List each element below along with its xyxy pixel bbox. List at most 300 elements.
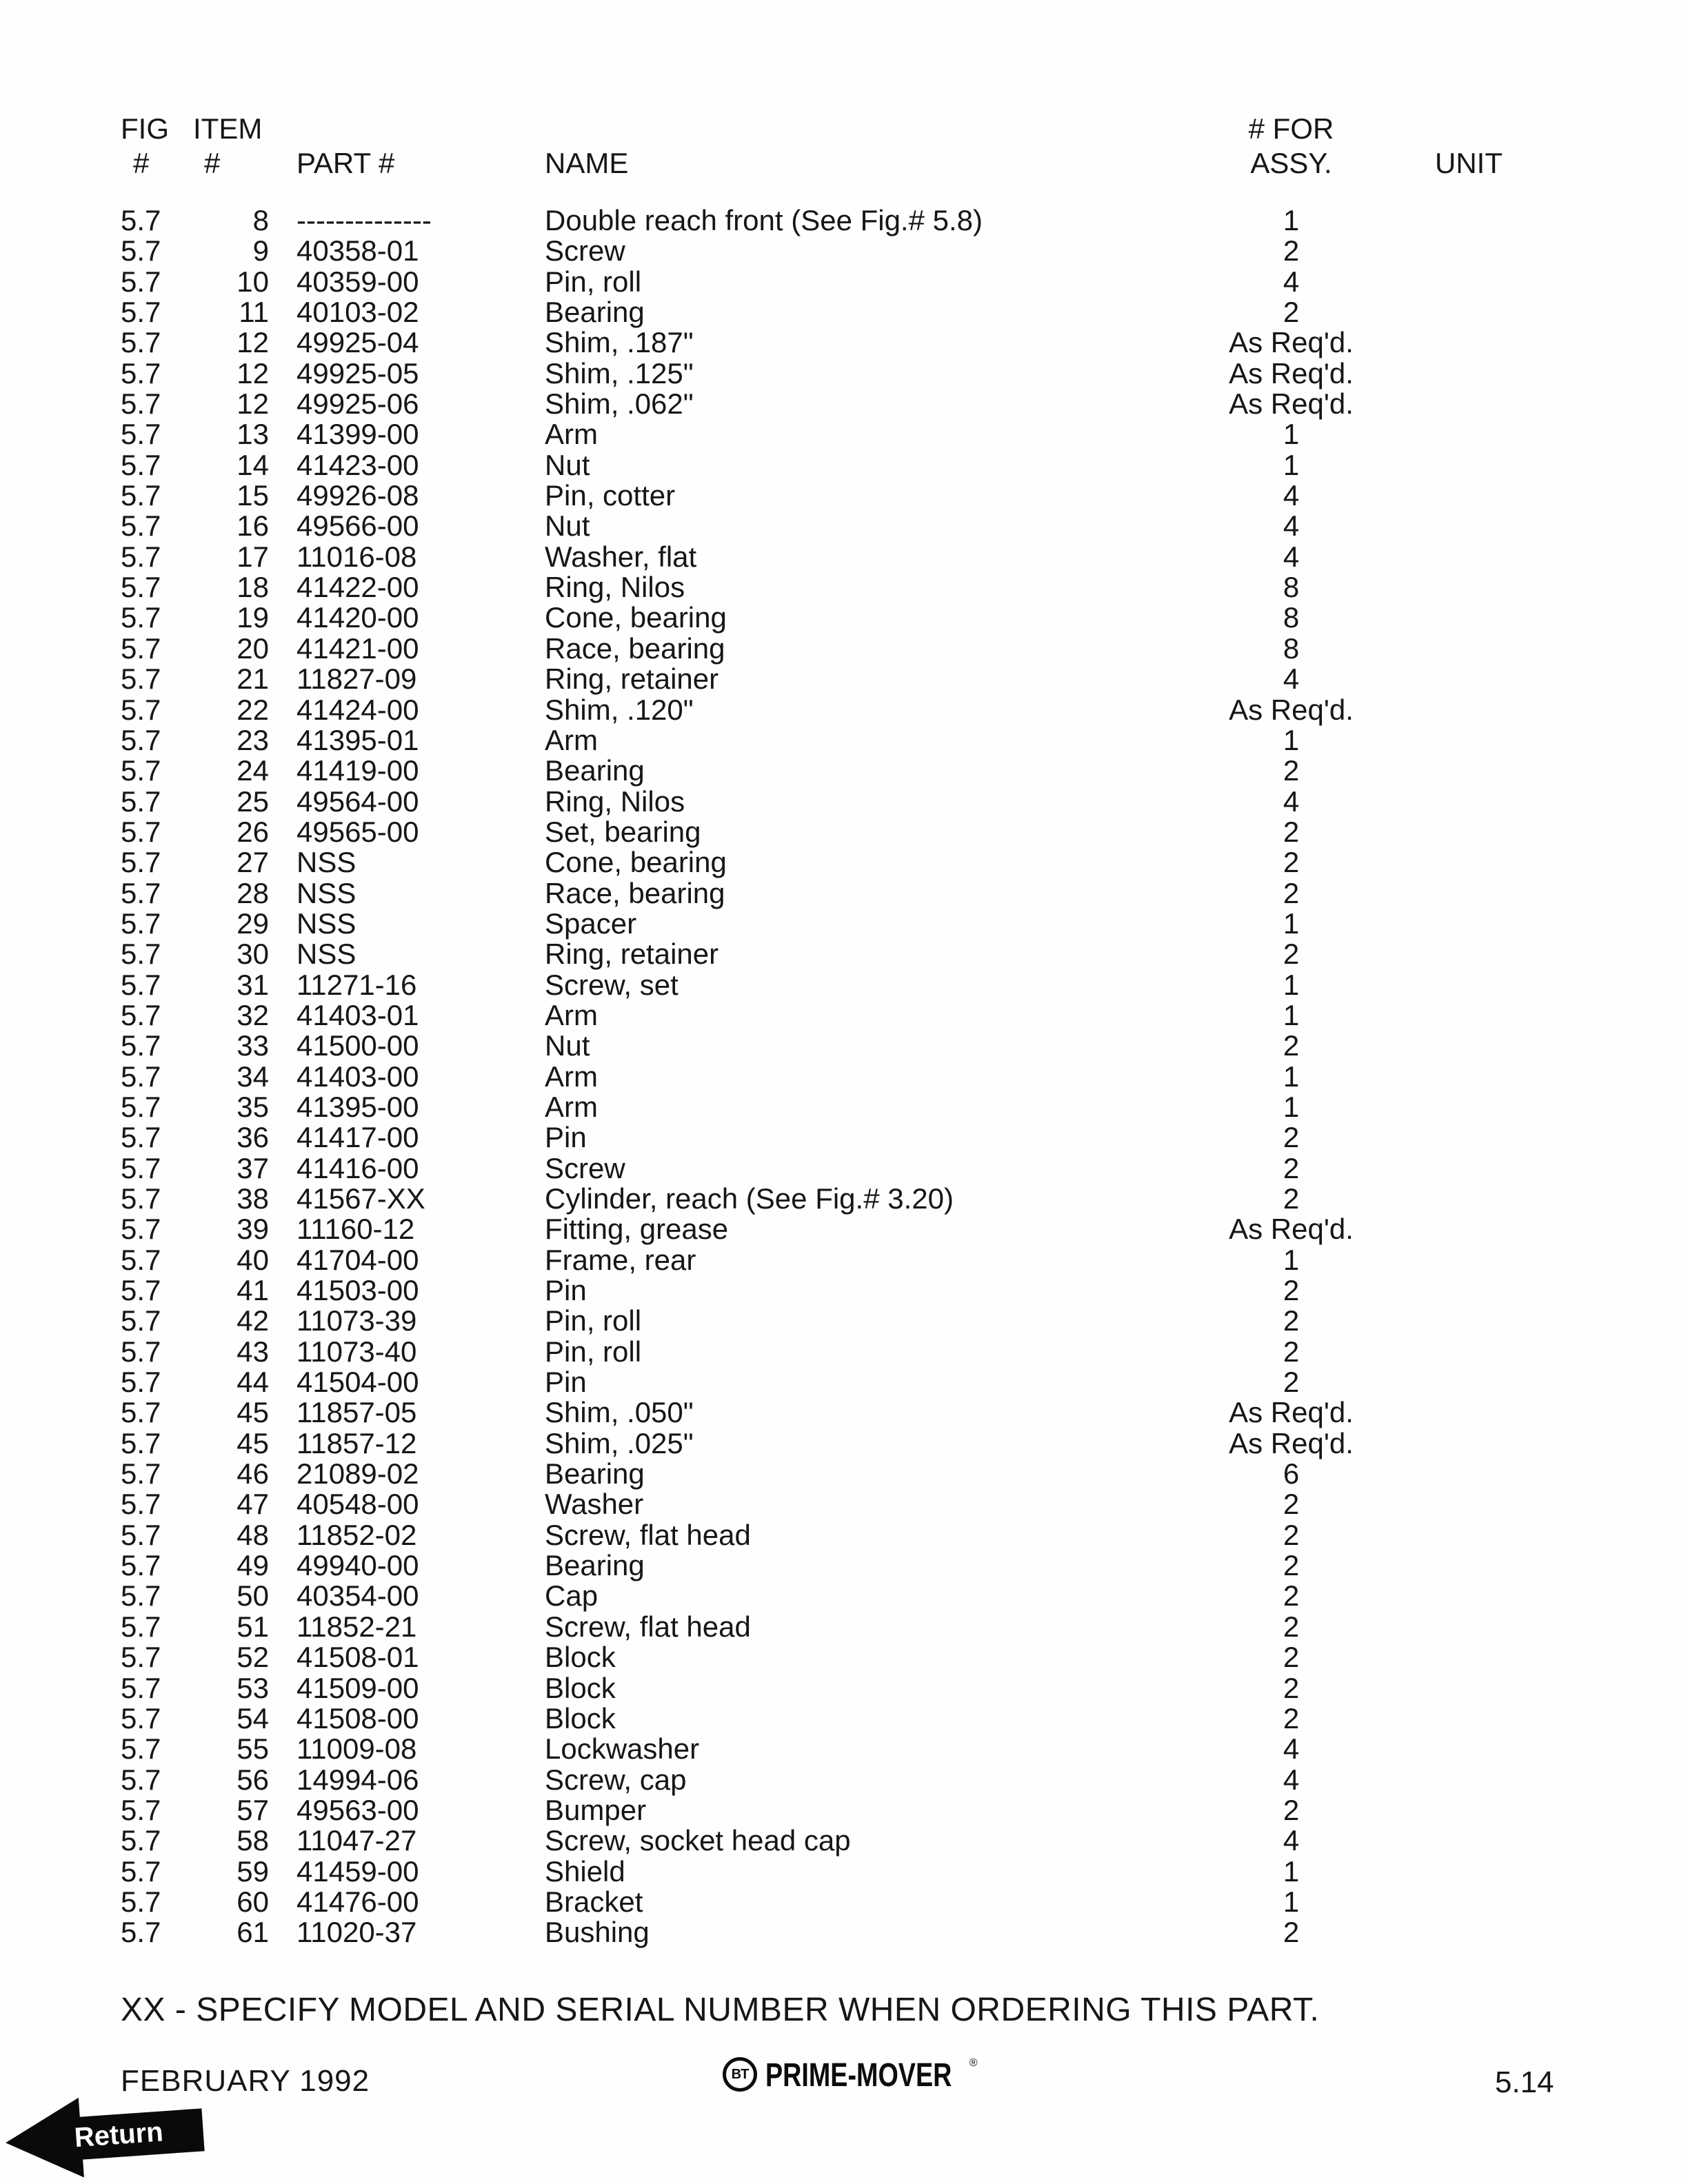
table-row [0,297,1688,327]
table-row [0,327,1688,358]
item-number-cell: 41 [237,1274,269,1307]
qty-for-assy-cell: 2 [1283,1488,1300,1521]
table-row [0,725,1688,756]
part-name-cell: Washer, flat [545,540,697,573]
table-header-line-1 [0,112,1688,146]
spacer [1365,112,1572,146]
qty-for-assy-cell: 2 [1283,1916,1300,1949]
unit-cell [1365,725,1572,756]
part-name-cell: Shim, .062" [545,387,694,421]
part-number-cell: 40358-01 [297,234,419,267]
qty-for-assy-cell: 2 [1283,876,1300,909]
table-row [0,1306,1688,1336]
fig-number-cell: 5.7 [121,1641,161,1674]
unit-cell [1365,481,1572,511]
item-number-cell: 22 [237,693,269,726]
return-button-label: Return [73,2116,165,2154]
part-name-cell: Cylinder, reach (See Fig.# 3.20) [545,1182,954,1215]
item-number-cell: 50 [237,1579,269,1612]
unit-cell [1365,695,1572,725]
item-number-cell: 15 [237,479,269,512]
part-number-cell: 41421-00 [297,631,419,665]
part-name-cell: Spacer [545,907,637,940]
table-row [0,631,1688,665]
unit-cell [1365,297,1572,327]
fig-number-cell: 5.7 [121,693,161,726]
part-number-cell: NSS [297,876,356,909]
part-number-cell: 11016-08 [297,540,417,573]
item-number-cell: 61 [237,1916,269,1949]
unit-cell [1365,1917,1572,1948]
part-number-cell: 11857-12 [297,1426,417,1459]
table-row [0,1122,1688,1153]
unit-cell [1365,572,1572,603]
unit-cell [1365,1550,1572,1581]
fig-column-header: FIG [121,112,169,145]
part-number-cell: 11073-40 [297,1335,417,1368]
item-number-cell: 20 [237,631,269,665]
fig-number-cell: 5.7 [121,907,161,940]
fig-number-cell: 5.7 [121,1671,161,1704]
part-name-cell: Nut [545,1029,590,1062]
qty-for-assy-cell: 1 [1283,998,1300,1031]
qty-for-assy-cell: 2 [1283,1793,1300,1826]
table-row [0,1214,1688,1244]
fig-number-cell: 5.7 [121,846,161,879]
item-number-cell: 12 [237,356,269,390]
qty-for-assy-cell: 2 [1283,1641,1300,1674]
part-number-cell: 11852-02 [297,1518,417,1551]
part-name-cell: Double reach front (See Fig.# 5.8) [545,204,983,236]
qty-for-assy-cell: 4 [1283,1824,1300,1857]
item-number-header: # [204,147,221,179]
fig-number-cell: 5.7 [121,998,161,1031]
table-row [0,1673,1688,1703]
table-row [0,572,1688,603]
unit-cell [1365,1734,1572,1764]
table-row [0,511,1688,541]
item-number-cell: 59 [237,1854,269,1888]
table-row [0,1795,1688,1826]
ordering-footnote: XX - SPECIFY MODEL AND SERIAL NUMBER WHEN ORDERING THIS PART. [121,1992,1320,2028]
table-row [0,603,1688,633]
table-row [0,267,1688,297]
unit-cell [1365,1306,1572,1336]
part-name-cell: Race, bearing [545,876,725,909]
item-number-cell: 46 [237,1457,269,1490]
prime-mover-logo [723,2056,977,2093]
unit-cell [1365,389,1572,419]
table-row [0,1734,1688,1764]
unit-cell [1365,1857,1572,1887]
item-number-cell: 23 [237,723,269,756]
name-column-header: NAME [545,147,629,179]
fig-number-cell: 5.7 [121,448,161,481]
item-number-cell: 53 [237,1671,269,1704]
part-name-cell: Screw, socket head cap [545,1824,851,1857]
part-name-cell: Screw [545,234,625,267]
part-name-cell: Shim, .050" [545,1396,694,1429]
qty-for-assy-cell: 1 [1283,1243,1300,1276]
fig-number-cell: 5.7 [121,1488,161,1521]
fig-number-cell: 5.7 [121,265,161,298]
table-row [0,664,1688,694]
fig-number-cell: 5.7 [121,754,161,787]
qty-for-assy-cell: 2 [1283,1304,1300,1337]
part-number-cell: NSS [297,846,356,879]
item-number-cell: 43 [237,1335,269,1368]
fig-number-cell: 5.7 [121,631,161,665]
unit-cell [1365,1031,1572,1061]
qty-for-assy-cell: 2 [1283,1610,1300,1643]
registered-trademark-icon: ® [969,2057,978,2069]
unit-cell [1365,419,1572,449]
fig-number-cell: 5.7 [121,1274,161,1307]
item-number-cell: 21 [237,663,269,696]
item-number-cell: 32 [237,998,269,1031]
qty-for-assy-cell: As Req'd. [1229,356,1354,390]
item-number-cell: 37 [237,1151,269,1184]
table-row [0,1581,1688,1611]
part-name-cell: Bearing [545,754,645,787]
part-number-cell: 41500-00 [297,1029,419,1062]
unit-cell [1365,1428,1572,1459]
qty-for-assy-cell: 2 [1283,1701,1300,1735]
fig-number-cell: 5.7 [121,876,161,909]
part-number-cell: 41423-00 [297,448,419,481]
qty-for-assy-cell: 1 [1283,418,1300,451]
table-row [0,1703,1688,1734]
fig-number-cell: 5.7 [121,1701,161,1735]
part-number-cell: 49566-00 [297,509,419,543]
qty-for-assy-cell: 2 [1283,815,1300,848]
part-number-cell: 40548-00 [297,1488,419,1521]
table-row [0,1826,1688,1856]
part-number-cell: 41403-01 [297,998,419,1031]
qty-column-header: # FOR [1248,112,1334,145]
part-number-cell: 41704-00 [297,1243,419,1276]
item-number-cell: 39 [237,1213,269,1246]
unit-cell [1365,1826,1572,1856]
table-row [0,939,1688,969]
table-row [0,1031,1688,1061]
part-number-cell: -------------- [297,204,432,236]
qty-for-assy-cell: 8 [1283,571,1300,604]
part-name-cell: Bushing [545,1916,650,1949]
item-number-cell: 31 [237,968,269,1001]
qty-for-assy-cell: 2 [1283,938,1300,971]
item-number-cell: 47 [237,1488,269,1521]
unit-cell [1365,603,1572,633]
item-number-cell: 19 [237,601,269,634]
part-name-cell: Nut [545,448,590,481]
fig-number-cell: 5.7 [121,204,161,236]
fig-number-cell: 5.7 [121,815,161,848]
table-row [0,847,1688,878]
fig-number-cell: 5.7 [121,663,161,696]
left-arrow-icon [3,2098,84,2183]
unit-cell [1365,909,1572,939]
unit-cell [1365,664,1572,694]
fig-number-cell: 5.7 [121,1610,161,1643]
qty-for-assy-cell: 2 [1283,234,1300,267]
part-name-cell: Block [545,1701,616,1735]
unit-cell [1365,1642,1572,1672]
part-number-cell: 41508-00 [297,1701,419,1735]
part-column-header: PART # [297,147,395,179]
unit-cell [1365,1214,1572,1244]
fig-number-cell: 5.7 [121,509,161,543]
part-name-cell: Arm [545,1060,598,1093]
fig-number-cell: 5.7 [121,1916,161,1949]
part-number-cell: 40354-00 [297,1579,419,1612]
part-name-cell: Cone, bearing [545,601,727,634]
part-number-cell: 41422-00 [297,571,419,604]
part-number-cell: 11009-08 [297,1732,417,1766]
item-number-cell: 11 [239,296,269,329]
qty-for-assy-cell: 4 [1283,1732,1300,1766]
unit-cell [1365,939,1572,969]
unit-cell [1365,1092,1572,1122]
part-name-cell: Arm [545,723,598,756]
fig-number-cell: 5.7 [121,601,161,634]
item-number-cell: 28 [237,876,269,909]
part-number-cell: 49564-00 [297,785,419,818]
unit-cell [1365,1489,1572,1519]
logo-wordmark: PRIME-MOVER [765,2055,952,2094]
bt-logo-icon: BT [723,2057,757,2092]
part-number-cell: NSS [297,938,356,971]
fig-number-cell: 5.7 [121,1151,161,1184]
table-row [0,1337,1688,1367]
qty-for-assy-cell: As Req'd. [1229,1396,1354,1429]
fig-number-cell: 5.7 [121,326,161,359]
fig-number-cell: 5.7 [121,296,161,329]
unit-cell [1365,1153,1572,1184]
item-number-cell: 57 [237,1793,269,1826]
part-name-cell: Set, bearing [545,815,701,848]
qty-for-assy-cell: 4 [1283,785,1300,818]
qty-for-assy-cell: As Req'd. [1229,387,1354,421]
item-number-cell: 13 [237,418,269,451]
part-number-cell: 49563-00 [297,1793,419,1826]
qty-for-assy-cell: 1 [1283,448,1300,481]
part-name-cell: Frame, rear [545,1243,696,1276]
part-name-cell: Screw, set [545,968,679,1001]
qty-for-assy-cell: 2 [1283,1121,1300,1154]
unit-cell [1365,1275,1572,1306]
fig-number-cell: 5.7 [121,387,161,421]
part-number-cell: 11857-05 [297,1396,417,1429]
unit-cell [1365,1703,1572,1734]
table-row [0,756,1688,786]
fig-number-cell: 5.7 [121,1549,161,1582]
table-row [0,787,1688,817]
part-number-cell: 41504-00 [297,1366,419,1399]
table-row [0,1520,1688,1550]
table-row [0,1000,1688,1031]
page-number: 5.14 [1495,2065,1554,2099]
unit-cell [1365,267,1572,297]
table-row [0,1887,1688,1917]
part-number-cell: NSS [297,907,356,940]
qty-for-assy-cell: As Req'd. [1229,326,1354,359]
table-row [0,1092,1688,1122]
part-number-cell: 11160-12 [297,1213,415,1246]
part-number-cell: 41424-00 [297,693,419,726]
qty-for-assy-cell: 1 [1283,1090,1300,1123]
part-name-cell: Cap [545,1579,599,1612]
part-number-cell: 40359-00 [297,265,419,298]
unit-cell [1365,756,1572,786]
qty-for-assy-cell: 4 [1283,479,1300,512]
item-number-cell: 30 [237,938,269,971]
part-number-cell: 41417-00 [297,1121,419,1154]
item-number-cell: 12 [237,326,269,359]
qty-for-assy-cell: 1 [1283,1854,1300,1888]
item-number-cell: 45 [237,1426,269,1459]
unit-cell [1365,358,1572,389]
item-number-cell: 35 [237,1090,269,1123]
item-number-cell: 48 [237,1518,269,1551]
part-name-cell: Bearing [545,296,645,329]
table-row [0,1642,1688,1672]
return-button[interactable] [3,2087,212,2184]
qty-for-assy-cell: 2 [1283,846,1300,879]
qty-for-assy-cell: 1 [1283,1885,1300,1918]
qty-for-assy-cell: 4 [1283,663,1300,696]
fig-number-cell: 5.7 [121,723,161,756]
part-name-cell: Ring, retainer [545,663,719,696]
table-row [0,1184,1688,1214]
part-name-cell: Bearing [545,1457,645,1490]
unit-cell [1365,1245,1572,1275]
qty-for-assy-cell: As Req'd. [1229,1213,1354,1246]
item-number-cell: 8 [252,204,269,236]
part-name-cell: Pin [545,1121,587,1154]
table-row [0,1275,1688,1306]
part-name-cell: Pin, roll [545,1335,642,1368]
part-name-cell: Ring, Nilos [545,571,685,604]
unit-cell [1365,634,1572,664]
unit-cell [1365,327,1572,358]
part-number-cell: 41403-00 [297,1060,419,1093]
qty-for-assy-cell: 1 [1283,968,1300,1001]
part-number-cell: 41509-00 [297,1671,419,1704]
part-name-cell: Arm [545,418,598,451]
table-row [0,1854,1688,1888]
part-name-cell: Washer [545,1488,644,1521]
qty-for-assy-cell: 2 [1283,1518,1300,1551]
part-number-cell: 11073-39 [297,1304,417,1337]
table-row [0,1489,1688,1519]
item-number-cell: 45 [237,1396,269,1429]
qty-for-assy-cell: 1 [1283,204,1300,236]
unit-cell [1365,1000,1572,1031]
part-number-cell: 41503-00 [297,1274,419,1307]
part-number-cell: 41399-00 [297,418,419,451]
item-number-cell: 24 [237,754,269,787]
unit-cell [1365,511,1572,541]
part-number-cell: 49565-00 [297,815,419,848]
table-row [0,1245,1688,1275]
part-name-cell: Bearing [545,1549,645,1582]
part-number-cell: 14994-06 [297,1763,419,1796]
table-row [0,695,1688,725]
part-name-cell: Ring, Nilos [545,785,685,818]
table-row [0,1459,1688,1489]
table-row [0,1367,1688,1397]
fig-number-cell: 5.7 [121,1121,161,1154]
fig-number-cell: 5.7 [121,1426,161,1459]
fig-number-cell: 5.7 [121,1518,161,1551]
unit-cell [1365,1520,1572,1550]
fig-number-cell: 5.7 [121,1579,161,1612]
part-name-cell: Screw, cap [545,1763,687,1796]
table-row [0,1428,1688,1459]
table-row [0,481,1688,511]
item-number-cell: 27 [237,846,269,879]
qty-for-assy-cell: 2 [1283,1274,1300,1307]
table-row [0,878,1688,909]
part-name-cell: Arm [545,998,598,1031]
unit-cell [1365,1581,1572,1611]
qty-for-assy-cell: 2 [1283,754,1300,787]
fig-number-cell: 5.7 [121,1457,161,1490]
unit-cell [1365,542,1572,572]
qty-for-assy-cell: 1 [1283,723,1300,756]
item-number-cell: 18 [237,571,269,604]
fig-number-cell: 5.7 [121,479,161,512]
part-number-cell: 41420-00 [297,601,419,634]
part-name-cell: Shim, .125" [545,356,694,390]
qty-for-assy-cell: As Req'd. [1229,1426,1354,1459]
part-name-cell: Screw [545,1151,625,1184]
table-row [0,1612,1688,1642]
item-number-cell: 52 [237,1641,269,1674]
table-row [0,389,1688,419]
item-number-cell: 25 [237,785,269,818]
part-name-cell: Shim, .025" [545,1426,694,1459]
table-row [0,1917,1688,1948]
unit-cell [1365,878,1572,909]
part-name-cell: Pin [545,1366,587,1399]
fig-number-cell: 5.7 [121,571,161,604]
unit-cell [1365,205,1572,236]
item-number-cell: 49 [237,1549,269,1582]
table-row [0,1397,1688,1428]
fig-number-cell: 5.7 [121,968,161,1001]
fig-number-cell: 5.7 [121,1029,161,1062]
part-name-cell: Pin, roll [545,265,642,298]
spacer [269,112,545,146]
fig-number-cell: 5.7 [121,1060,161,1093]
part-name-cell: Shield [545,1854,625,1888]
part-name-cell: Bracket [545,1885,643,1918]
part-name-cell: Ring, retainer [545,938,719,971]
table-header [0,112,1688,181]
part-name-cell: Bumper [545,1793,647,1826]
part-number-cell: 41419-00 [297,754,419,787]
item-number-cell: 56 [237,1763,269,1796]
qty-for-assy-cell: 2 [1283,1549,1300,1582]
table-row [0,450,1688,481]
unit-cell [1365,817,1572,847]
unit-cell [1365,1122,1572,1153]
unit-cell [1365,1367,1572,1397]
unit-cell [1365,1612,1572,1642]
part-number-cell: 11827-09 [297,663,417,696]
